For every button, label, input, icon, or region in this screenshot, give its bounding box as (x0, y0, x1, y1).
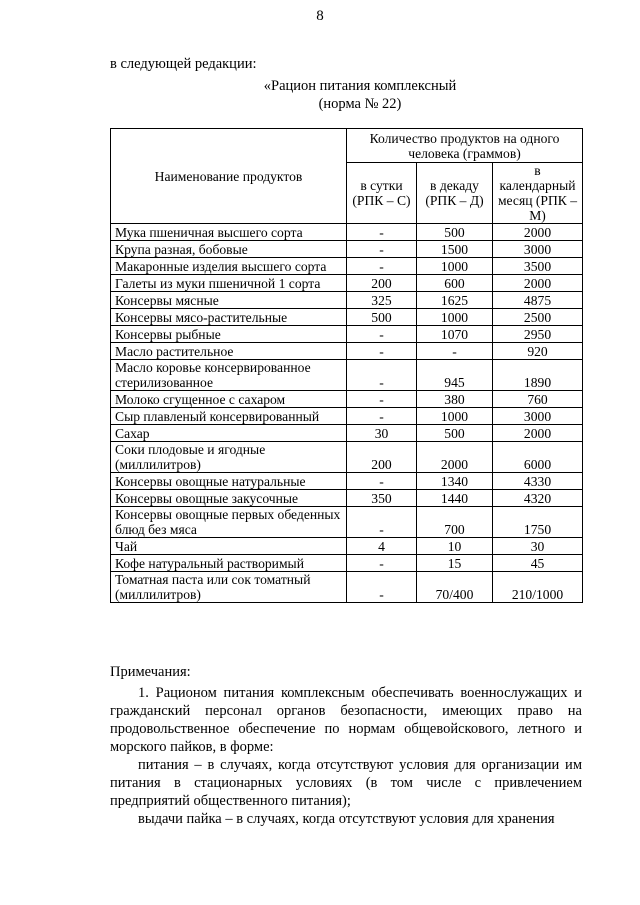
cell-per-month: 45 (493, 555, 583, 572)
cell-per-decade: 70/400 (417, 572, 493, 603)
cell-per-month: 3000 (493, 241, 583, 258)
cell-per-day: 200 (347, 442, 417, 473)
title-line-1: «Рацион питания комплексный (263, 78, 457, 94)
cell-product-name: Кофе натуральный растворимый (111, 555, 347, 572)
table-row (111, 275, 583, 292)
table-row (111, 555, 583, 572)
table-row (111, 442, 583, 473)
cell-per-decade: 1000 (417, 309, 493, 326)
table-row (111, 507, 583, 538)
cell-product-name: Чай (111, 538, 347, 555)
table-row (111, 425, 583, 442)
table-row (111, 292, 583, 309)
cell-per-day: - (347, 507, 417, 538)
cell-per-month: 760 (493, 391, 583, 408)
cell-per-day: - (347, 555, 417, 572)
cell-product-name: Масло коровье консервированное стерилизованное (111, 360, 347, 391)
cell-per-day: 350 (347, 490, 417, 507)
cell-per-decade: 15 (417, 555, 493, 572)
table-row (111, 360, 583, 391)
cell-per-month: 6000 (493, 442, 583, 473)
document-title (200, 77, 520, 113)
cell-product-name: Консервы мясные (111, 292, 347, 309)
cell-per-month: 210/1000 (493, 572, 583, 603)
cell-per-month: 30 (493, 538, 583, 555)
cell-product-name: Соки плодовые и ягодные (миллилитров) (111, 442, 347, 473)
cell-product-name: Консервы овощные закусочные (111, 490, 347, 507)
cell-per-decade: 1070 (417, 326, 493, 343)
cell-per-month: 2000 (493, 224, 583, 241)
note-paragraph-3: выдачи пайка – в случаях, когда отсутствуют условия для хранения (138, 811, 555, 827)
cell-per-month: 2500 (493, 309, 583, 326)
table-row (111, 408, 583, 425)
cell-per-decade: 10 (417, 538, 493, 555)
cell-per-day: - (347, 258, 417, 275)
notes-section (110, 663, 582, 828)
ration-table (110, 128, 583, 603)
cell-product-name: Крупа разная, бобовые (111, 241, 347, 258)
table-row (111, 326, 583, 343)
header-quantity: Количество продуктов на одного человека (граммов) (347, 129, 583, 163)
cell-per-day: - (347, 473, 417, 490)
table-row (111, 224, 583, 241)
cell-per-month: 1750 (493, 507, 583, 538)
cell-per-month: 1890 (493, 360, 583, 391)
cell-per-decade: 945 (417, 360, 493, 391)
cell-per-month: 920 (493, 343, 583, 360)
cell-per-day: 325 (347, 292, 417, 309)
cell-product-name: Галеты из муки пшеничной 1 сорта (111, 275, 347, 292)
cell-product-name: Томатная паста или сок томатный (миллилитров) (111, 572, 347, 603)
cell-per-decade: 2000 (417, 442, 493, 473)
table-row (111, 538, 583, 555)
cell-per-decade: 600 (417, 275, 493, 292)
note-paragraph-1: 1. Рационом питания комплексным обеспечивать военнослужащих и гражданский персонал органов безопасности, имеющих право на продовольственное обеспечение по нормам общевойскового, летного и морского пайков, в форме: (110, 685, 582, 755)
cell-per-day: - (347, 360, 417, 391)
cell-per-day: 4 (347, 538, 417, 555)
cell-per-day: - (347, 241, 417, 258)
page-number: 8 (316, 8, 324, 24)
cell-per-decade: 380 (417, 391, 493, 408)
cell-product-name: Макаронные изделия высшего сорта (111, 258, 347, 275)
table-body (111, 224, 583, 603)
header-per-decade: в декаду (РПК – Д) (417, 163, 493, 224)
title-line-2: (норма № 22) (318, 96, 402, 112)
cell-product-name: Молоко сгущенное с сахаром (111, 391, 347, 408)
cell-per-day: - (347, 408, 417, 425)
cell-per-decade: 700 (417, 507, 493, 538)
cell-per-month: 2950 (493, 326, 583, 343)
cell-per-day: - (347, 391, 417, 408)
table-row (111, 241, 583, 258)
note-paragraph-2: питания – в случаях, когда отсутствуют условия для организации им питания в стационарных условиях (в том числе с привлечением предприятий общественного питания); (110, 757, 582, 809)
cell-per-decade: 1000 (417, 258, 493, 275)
cell-product-name: Консервы мясо-растительные (111, 309, 347, 326)
cell-product-name: Мука пшеничная высшего сорта (111, 224, 347, 241)
cell-per-day: - (347, 343, 417, 360)
cell-per-month: 2000 (493, 425, 583, 442)
notes-heading: Примечания: (110, 664, 191, 680)
cell-product-name: Консервы овощные натуральные (111, 473, 347, 490)
cell-per-day: 30 (347, 425, 417, 442)
cell-per-decade: 1000 (417, 408, 493, 425)
cell-per-month: 3500 (493, 258, 583, 275)
header-per-day: в сутки (РПК – С) (347, 163, 417, 224)
cell-per-decade: - (417, 343, 493, 360)
table-row (111, 258, 583, 275)
table-row (111, 473, 583, 490)
cell-per-day: - (347, 326, 417, 343)
cell-per-decade: 1625 (417, 292, 493, 309)
cell-per-decade: 1500 (417, 241, 493, 258)
cell-per-day: - (347, 572, 417, 603)
cell-per-decade: 1440 (417, 490, 493, 507)
cell-per-decade: 500 (417, 224, 493, 241)
header-per-month: в календарный месяц (РПК – М) (493, 163, 583, 224)
table-row (111, 572, 583, 603)
cell-per-month: 4330 (493, 473, 583, 490)
cell-per-month: 4875 (493, 292, 583, 309)
cell-product-name: Консервы рыбные (111, 326, 347, 343)
cell-product-name: Масло растительное (111, 343, 347, 360)
table-row (111, 490, 583, 507)
cell-per-day: 200 (347, 275, 417, 292)
cell-product-name: Сыр плавленый консервированный (111, 408, 347, 425)
cell-per-month: 2000 (493, 275, 583, 292)
cell-per-day: - (347, 224, 417, 241)
table-row (111, 391, 583, 408)
header-product-name: Наименование продуктов (111, 129, 347, 224)
cell-per-decade: 1340 (417, 473, 493, 490)
cell-per-month: 3000 (493, 408, 583, 425)
table-row (111, 343, 583, 360)
cell-product-name: Консервы овощные первых обеденных блюд без мяса (111, 507, 347, 538)
cell-product-name: Сахар (111, 425, 347, 442)
cell-per-month: 4320 (493, 490, 583, 507)
cell-per-day: 500 (347, 309, 417, 326)
cell-per-decade: 500 (417, 425, 493, 442)
intro-text: в следующей редакции: (110, 56, 257, 72)
table-row (111, 309, 583, 326)
